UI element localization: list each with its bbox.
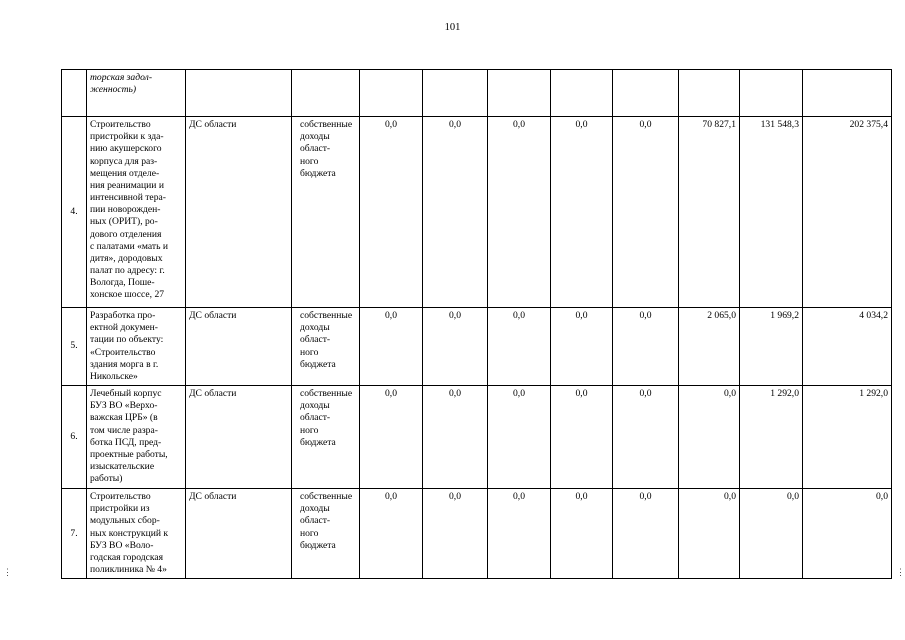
amount-cell: 1 969,2 xyxy=(740,308,803,386)
continuation-text: торская задол- женность) xyxy=(87,70,186,117)
amount-cell: 0,0 xyxy=(613,308,679,386)
customer: ДС области xyxy=(186,489,292,579)
amount-cell: 0,0 xyxy=(488,386,551,489)
table-row xyxy=(62,117,892,308)
amount-cell: 4 034,2 xyxy=(803,308,892,386)
scan-edge-mark-right: ⋮ xyxy=(896,567,905,577)
amount-cell: 0,0 xyxy=(613,117,679,308)
amount-cell: 70 827,1 xyxy=(679,117,740,308)
amount-cell: 0,0 xyxy=(488,308,551,386)
amount-cell: 0,0 xyxy=(360,117,423,308)
table-cell xyxy=(360,70,423,117)
row-number: 4. xyxy=(62,117,87,308)
amount-cell: 1 292,0 xyxy=(740,386,803,489)
amount-cell: 0,0 xyxy=(423,308,488,386)
table-cell xyxy=(62,70,87,117)
table-cell xyxy=(423,70,488,117)
amount-cell: 2 065,0 xyxy=(679,308,740,386)
amount-cell: 0,0 xyxy=(740,489,803,579)
funding-source: собственные доходы област- ного бюджета xyxy=(292,386,360,489)
amount-cell: 1 292,0 xyxy=(803,386,892,489)
row-number: 6. xyxy=(62,386,87,489)
table-cell xyxy=(186,70,292,117)
amount-cell: 0,0 xyxy=(423,386,488,489)
object-name: Строительство пристройки из модульных сбор- ных конструкций к БУЗ ВО «Воло- годская городская поликлиника № 4» xyxy=(87,489,186,579)
budget-table xyxy=(61,69,892,579)
amount-cell: 0,0 xyxy=(551,386,613,489)
table-cell xyxy=(613,70,679,117)
amount-cell: 0,0 xyxy=(360,308,423,386)
table-cell xyxy=(551,70,613,117)
amount-cell: 202 375,4 xyxy=(803,117,892,308)
page-number: 101 xyxy=(444,22,461,33)
table-cell xyxy=(740,70,803,117)
amount-cell: 0,0 xyxy=(360,386,423,489)
amount-cell: 131 548,3 xyxy=(740,117,803,308)
amount-cell: 0,0 xyxy=(613,489,679,579)
row-number: 7. xyxy=(62,489,87,579)
funding-source: собственные доходы област- ного бюджета xyxy=(292,117,360,308)
amount-cell: 0,0 xyxy=(551,308,613,386)
table-cell xyxy=(803,70,892,117)
table-cell xyxy=(292,70,360,117)
amount-cell: 0,0 xyxy=(488,117,551,308)
amount-cell: 0,0 xyxy=(360,489,423,579)
object-name: Лечебный корпус БУЗ ВО «Верхо- важская ЦРБ» (в том числе разра- ботка ПСД, пред- проектные работы, изыскательские работы) xyxy=(87,386,186,489)
table-row xyxy=(62,386,892,489)
amount-cell: 0,0 xyxy=(423,117,488,308)
amount-cell: 0,0 xyxy=(679,489,740,579)
customer: ДС области xyxy=(186,386,292,489)
amount-cell: 0,0 xyxy=(488,489,551,579)
amount-cell: 0,0 xyxy=(423,489,488,579)
object-name: Строительство пристройки к зда- нию акушерского корпуса для раз- мещения отделе- ния реанимации и интенсивной тера- пии новорожден- ных (ОРИТ), ро- дового отделения с палатами «мать и дитя», дородовых палат по адресу: г. Вологда, Поше- хонское шоссе, 27 xyxy=(87,117,186,308)
amount-cell: 0,0 xyxy=(551,489,613,579)
table-row xyxy=(62,308,892,386)
table-cell xyxy=(679,70,740,117)
continuation-row xyxy=(62,70,892,117)
amount-cell: 0,0 xyxy=(551,117,613,308)
amount-cell: 0,0 xyxy=(613,386,679,489)
table-cell xyxy=(488,70,551,117)
funding-source: собственные доходы област- ного бюджета xyxy=(292,308,360,386)
table-row xyxy=(62,489,892,579)
row-number: 5. xyxy=(62,308,87,386)
funding-source: собственные доходы област- ного бюджета xyxy=(292,489,360,579)
object-name: Разработка про- ектной докумен- тации по объекту: «Строительство здания морга в г. Никольске» xyxy=(87,308,186,386)
scan-edge-mark-left: ⋮ xyxy=(3,567,12,577)
customer: ДС области xyxy=(186,308,292,386)
amount-cell: 0,0 xyxy=(803,489,892,579)
amount-cell: 0,0 xyxy=(679,386,740,489)
customer: ДС области xyxy=(186,117,292,308)
